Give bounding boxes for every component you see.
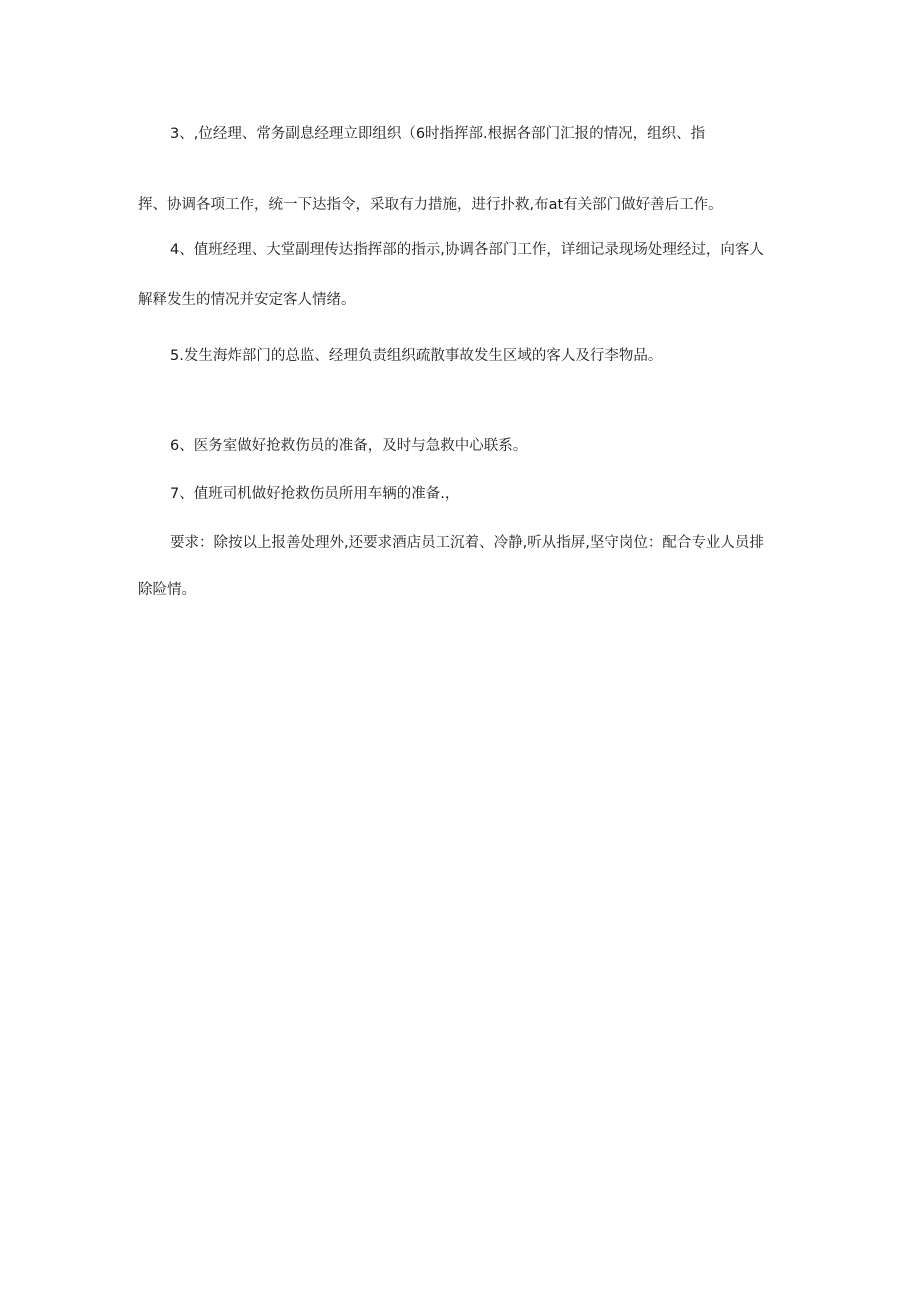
paragraph-3-line-2: 挥、协调各项工作，统一下达指令，采取有力措施，进行扑救,布at有关部门做好善后工作。	[138, 197, 723, 213]
paragraph-4-line-1: 4、值班经理、大堂副理传达指挥部的指示,协调各部门工作，详细记录现场处理经过，向客人	[170, 242, 764, 258]
paragraph-5: 5.发生海炸部门的总监、经理负责组织疏散事故发生区域的客人及行李物品。	[170, 348, 663, 364]
paragraph-7: 7、值班司机做好抢救伤员所用车辆的准备.，	[170, 486, 460, 502]
requirement-line-1: 要求：除按以上报善处理外,还要求酒店员工沉着、冷静,听从指屏,坚守岗位：配合专业人员排	[170, 535, 764, 551]
paragraph-4-line-2: 解释发生的情况并安定客人情绪。	[138, 292, 356, 308]
paragraph-6: 6、医务室做好抢救伤员的准备，及时与急救中心联系。	[170, 438, 528, 454]
requirement-line-2: 除险情。	[138, 582, 196, 598]
paragraph-3-line-1: 3、,位经理、常务副息经理立即组织（6时指挥部.根据各部门汇报的情况，组织、指	[170, 126, 706, 142]
